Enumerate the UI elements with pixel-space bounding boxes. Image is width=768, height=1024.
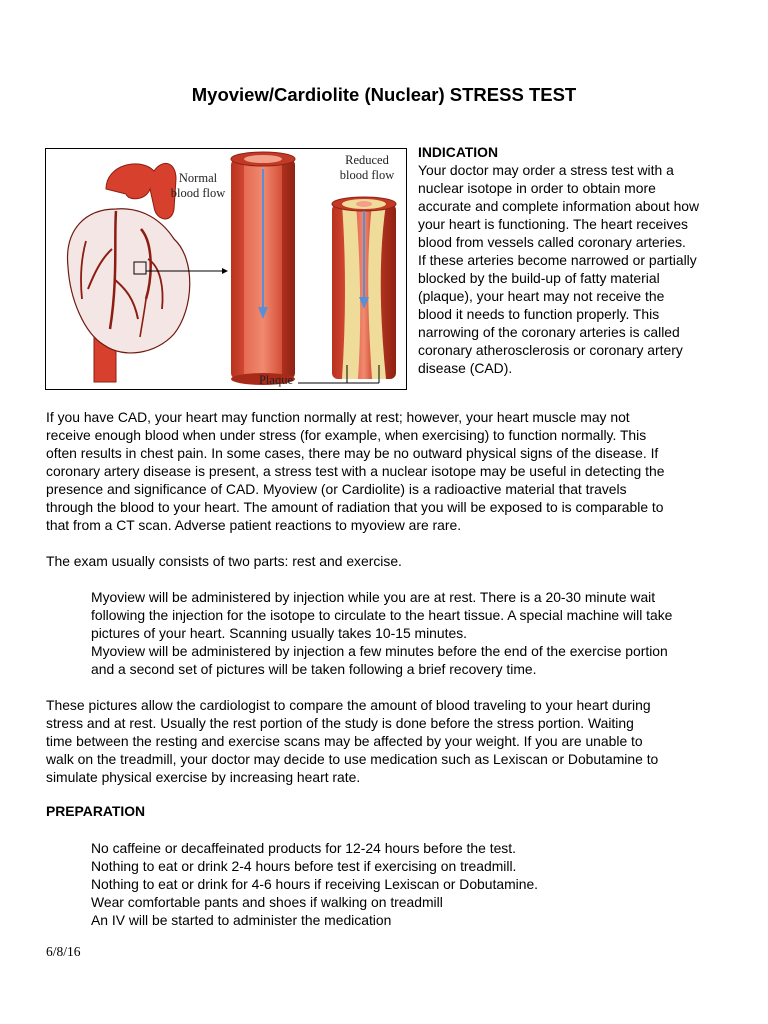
paragraph-line: walk on the treadmill, your doctor may decide to use medication such as Lexiscan or Dobutamine to	[46, 751, 659, 767]
indication-line: blood from vessels called coronary arteries.	[418, 234, 686, 250]
paragraph-line: These pictures allow the cardiologist to compare the amount of blood traveling to your heart during	[46, 697, 651, 713]
indication-line: coronary atherosclerosis or coronary artery	[418, 342, 683, 358]
preparation-item: An IV will be started to administer the medication	[91, 912, 392, 928]
paragraph-line: time between the resting and exercise scans may be affected by your weight. If you are unable to	[46, 733, 643, 749]
normal-flow-label: Normal blood flow	[170, 171, 226, 200]
preparation-list	[91, 839, 741, 929]
indication-line: nuclear isotope in order to obtain more	[418, 180, 656, 196]
paragraph-line: often results in chest pain. In some cases, there may be no outward physical signs of the disease. If	[46, 445, 659, 461]
paragraph-line: that from a CT scan. Adverse patient reactions to myoview are rare.	[46, 517, 462, 533]
page-title: Myoview/Cardiolite (Nuclear) STRESS TEST	[191, 84, 577, 105]
pictures-paragraph	[46, 696, 736, 786]
paragraph-line: receive enough blood when under stress (for example, when exercising) to function normally. This	[46, 427, 647, 443]
reduced-flow-label: Reduced blood flow	[339, 153, 395, 182]
exam-step-line: and a second set of pictures will be taken following a brief recovery time.	[91, 661, 537, 677]
indication-line: accurate and complete information about how	[418, 198, 700, 214]
cad-paragraph	[46, 408, 736, 534]
exam-step-line: Myoview will be administered by injection while you are at rest. There is a 20-30 minute wait	[91, 589, 656, 605]
indication-line: blood it needs to function properly. This	[418, 306, 660, 322]
narrowed-artery	[298, 197, 396, 383]
paragraph-line: If you have CAD, your heart may function normally at rest; however, your heart muscle may not	[46, 409, 630, 425]
indication-heading: INDICATION	[418, 144, 498, 160]
indication-line: blocked by the build-up of fatty material	[418, 270, 660, 286]
indication-line: narrowing of the coronary arteries is called	[418, 324, 680, 340]
preparation-item: Nothing to eat or drink for 4-6 hours if receiving Lexiscan or Dobutamine.	[91, 876, 539, 892]
plaque-label: Plaque	[258, 373, 294, 387]
indication-line: disease (CAD).	[418, 360, 513, 376]
indication-line: Your doctor may order a stress test with a	[418, 162, 674, 178]
normal-artery	[231, 152, 295, 385]
exam-step-line: following the injection for the isotope to circulate to the heart tissue. A special machine will take	[91, 607, 673, 623]
preparation-item: Wear comfortable pants and shoes if walking on treadmill	[91, 894, 443, 910]
indication-line: your heart is functioning. The heart receives	[418, 216, 688, 232]
preparation-heading: PREPARATION	[46, 803, 146, 819]
footer-date: 6/8/16	[46, 944, 81, 959]
preparation-item: No caffeine or decaffeinated products for 12-24 hours before the test.	[91, 840, 516, 856]
paragraph-line: through the blood to your heart. The amount of radiation that you will be exposed to is comparable to	[46, 499, 664, 515]
paragraph-line: simulate physical exercise by increasing heart rate.	[46, 769, 361, 785]
exam-step-line: Myoview will be administered by injection a few minutes before the end of the exercise portion	[91, 643, 668, 659]
indication-line: (plaque), your heart may not receive the	[418, 288, 665, 304]
exam-step-line: pictures of your heart. Scanning usually takes 10-15 minutes.	[91, 625, 468, 641]
exam-steps	[91, 588, 741, 678]
exam-intro: The exam usually consists of two parts: rest and exercise.	[46, 553, 402, 569]
artery-figure	[45, 148, 407, 390]
indication-line: If these arteries become narrowed or partially	[418, 252, 697, 268]
preparation-item: Nothing to eat or drink 2-4 hours before test if exercising on treadmill.	[91, 858, 517, 874]
paragraph-line: presence and significance of CAD. Myoview (or Cardiolite) is a radioactive material that travels	[46, 481, 627, 497]
paragraph-line: stress and at rest. Usually the rest portion of the study is done before the stress portion. Waiting	[46, 715, 634, 731]
paragraph-line: coronary artery disease is present, a stress test with a nuclear isotope may be useful in detecting the	[46, 463, 665, 479]
indication-section	[418, 143, 738, 377]
